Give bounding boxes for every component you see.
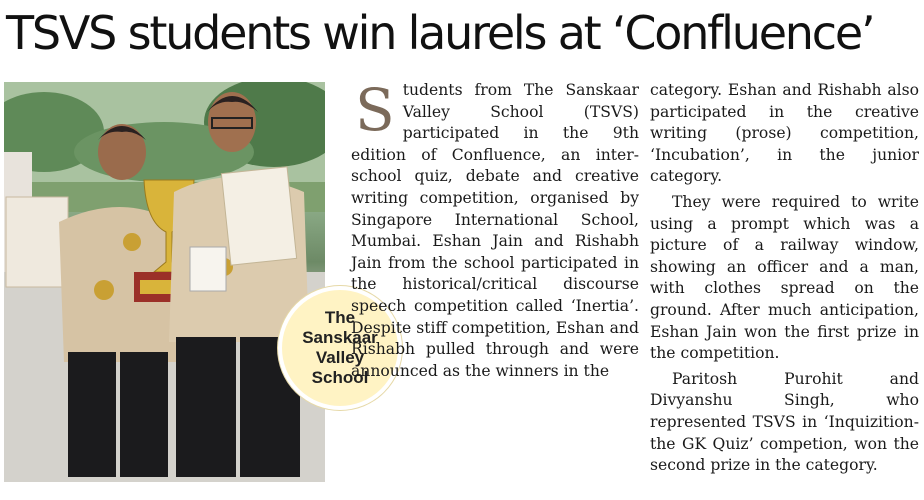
article-paragraph-3: They were required to write using a prompt which was a picture of a railway window, showing an officer and a man, with clothes spread on the ground. After much anticipation, Eshan Jain won the first prize in the competition. — [650, 192, 919, 363]
badge-line-3: Valley — [315, 348, 365, 367]
badge-line-1: The — [324, 308, 356, 327]
article-column-1 — [351, 76, 639, 382]
headline: TSVS students win laurels at ‘Confluence’ — [6, 6, 874, 60]
students-photo-illustration — [4, 82, 325, 482]
badge-line-2: Sanskaar — [302, 328, 378, 347]
article-column-2 — [650, 80, 919, 477]
article-photo — [4, 82, 325, 482]
article-paragraph-1: tudents from The Sanskaar Valley School (TSVS) participated in the 9th edition of Confluence, an inter-school quiz, debate and creative writing competition, organised by Singapore International School, Mumbai. Eshan Jain and Rishabh Jain from the school participated in the historical/critical discourse speech competition called ‘Inertia’. Despite stiff competition, Eshan and Rishabh pulled through and were announced as the winners in the — [351, 81, 639, 380]
drop-cap: S — [355, 76, 395, 144]
badge-line-4: School — [311, 368, 369, 387]
article-paragraph-4: Paritosh Purohit and Divyanshu Singh, who represented TSVS in ‘Inquizition-the GK Quiz’ competion, won the second prize in the category. — [650, 369, 919, 475]
article-paragraph-2: category. Eshan and Rishabh also participated in the creative writing (prose) competition, ‘Incubation’, in the junior category. — [650, 81, 919, 186]
